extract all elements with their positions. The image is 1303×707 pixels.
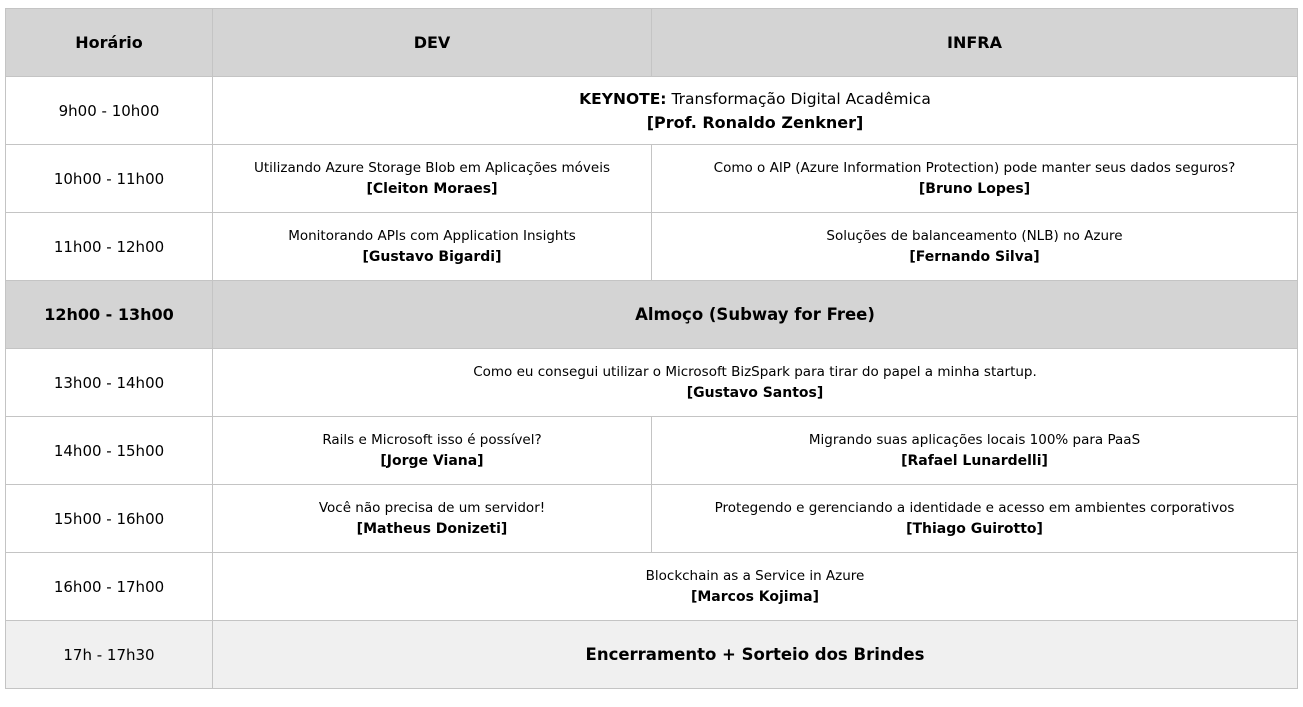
row-16h bbox=[6, 553, 1298, 621]
session-title: Rails e Microsoft isso é possível? bbox=[322, 431, 542, 448]
row-15h bbox=[6, 485, 1298, 553]
session-title: Como o AIP (Azure Information Protection) pode manter seus dados seguros? bbox=[713, 159, 1236, 176]
dev-session-cell bbox=[213, 417, 652, 485]
session-title: Monitorando APIs com Application Insights bbox=[288, 227, 576, 244]
infra-session-cell bbox=[652, 213, 1298, 281]
row-lunch bbox=[6, 281, 1298, 349]
session-title: Blockchain as a Service in Azure bbox=[645, 567, 865, 584]
session-speaker: [Gustavo Santos] bbox=[686, 384, 824, 401]
infra-session-cell bbox=[652, 485, 1298, 553]
shared-session-cell bbox=[213, 349, 1298, 417]
session-title: Migrando suas aplicações locais 100% para PaaS bbox=[808, 431, 1141, 448]
keynote-cell bbox=[213, 77, 1298, 145]
session-speaker: [Cleiton Moraes] bbox=[366, 180, 498, 197]
keynote-title: Transformação Digital Acadêmica bbox=[671, 89, 931, 108]
time-cell: 11h00 - 12h00 bbox=[6, 213, 213, 281]
session-speaker: [Jorge Viana] bbox=[380, 452, 484, 469]
row-keynote bbox=[6, 77, 1298, 145]
session-title: Utilizando Azure Storage Blob em Aplicações móveis bbox=[254, 159, 610, 176]
session-speaker: [Matheus Donizeti] bbox=[356, 520, 508, 537]
time-cell: 12h00 - 13h00 bbox=[6, 281, 213, 349]
lunch-cell: Almoço (Subway for Free) bbox=[213, 281, 1298, 349]
header-time: Horário bbox=[6, 9, 213, 77]
header-dev: DEV bbox=[213, 9, 652, 77]
session-speaker: [Gustavo Bigardi] bbox=[362, 248, 502, 265]
keynote-label: KEYNOTE: bbox=[579, 89, 667, 108]
session-speaker: [Marcos Kojima] bbox=[690, 588, 820, 605]
time-cell: 14h00 - 15h00 bbox=[6, 417, 213, 485]
time-cell: 15h00 - 16h00 bbox=[6, 485, 213, 553]
session-title: Soluções de balanceamento (NLB) no Azure bbox=[826, 227, 1123, 244]
keynote-speaker: [Prof. Ronaldo Zenkner] bbox=[646, 112, 864, 132]
schedule-table bbox=[5, 8, 1298, 689]
row-14h bbox=[6, 417, 1298, 485]
session-title: Protegendo e gerenciando a identidade e acesso em ambientes corporativos bbox=[714, 499, 1235, 516]
header-row bbox=[6, 9, 1298, 77]
closing-cell: Encerramento + Sorteio dos Brindes bbox=[213, 621, 1298, 689]
row-10h bbox=[6, 145, 1298, 213]
time-cell: 16h00 - 17h00 bbox=[6, 553, 213, 621]
time-cell: 9h00 - 10h00 bbox=[6, 77, 213, 145]
session-title: Você não precisa de um servidor! bbox=[318, 499, 546, 516]
infra-session-cell bbox=[652, 417, 1298, 485]
dev-session-cell bbox=[213, 213, 652, 281]
time-cell: 13h00 - 14h00 bbox=[6, 349, 213, 417]
session-speaker: [Rafael Lunardelli] bbox=[901, 452, 1048, 469]
time-cell: 17h - 17h30 bbox=[6, 621, 213, 689]
session-title: Como eu consegui utilizar o Microsoft BizSpark para tirar do papel a minha startup. bbox=[473, 363, 1037, 380]
session-speaker: [Thiago Guirotto] bbox=[906, 520, 1043, 537]
row-closing bbox=[6, 621, 1298, 689]
time-cell: 10h00 - 11h00 bbox=[6, 145, 213, 213]
row-13h bbox=[6, 349, 1298, 417]
shared-session-cell bbox=[213, 553, 1298, 621]
dev-session-cell bbox=[213, 485, 652, 553]
row-11h bbox=[6, 213, 1298, 281]
infra-session-cell bbox=[652, 145, 1298, 213]
header-infra: INFRA bbox=[652, 9, 1298, 77]
session-speaker: [Fernando Silva] bbox=[909, 248, 1040, 265]
session-speaker: [Bruno Lopes] bbox=[918, 180, 1031, 197]
dev-session-cell bbox=[213, 145, 652, 213]
